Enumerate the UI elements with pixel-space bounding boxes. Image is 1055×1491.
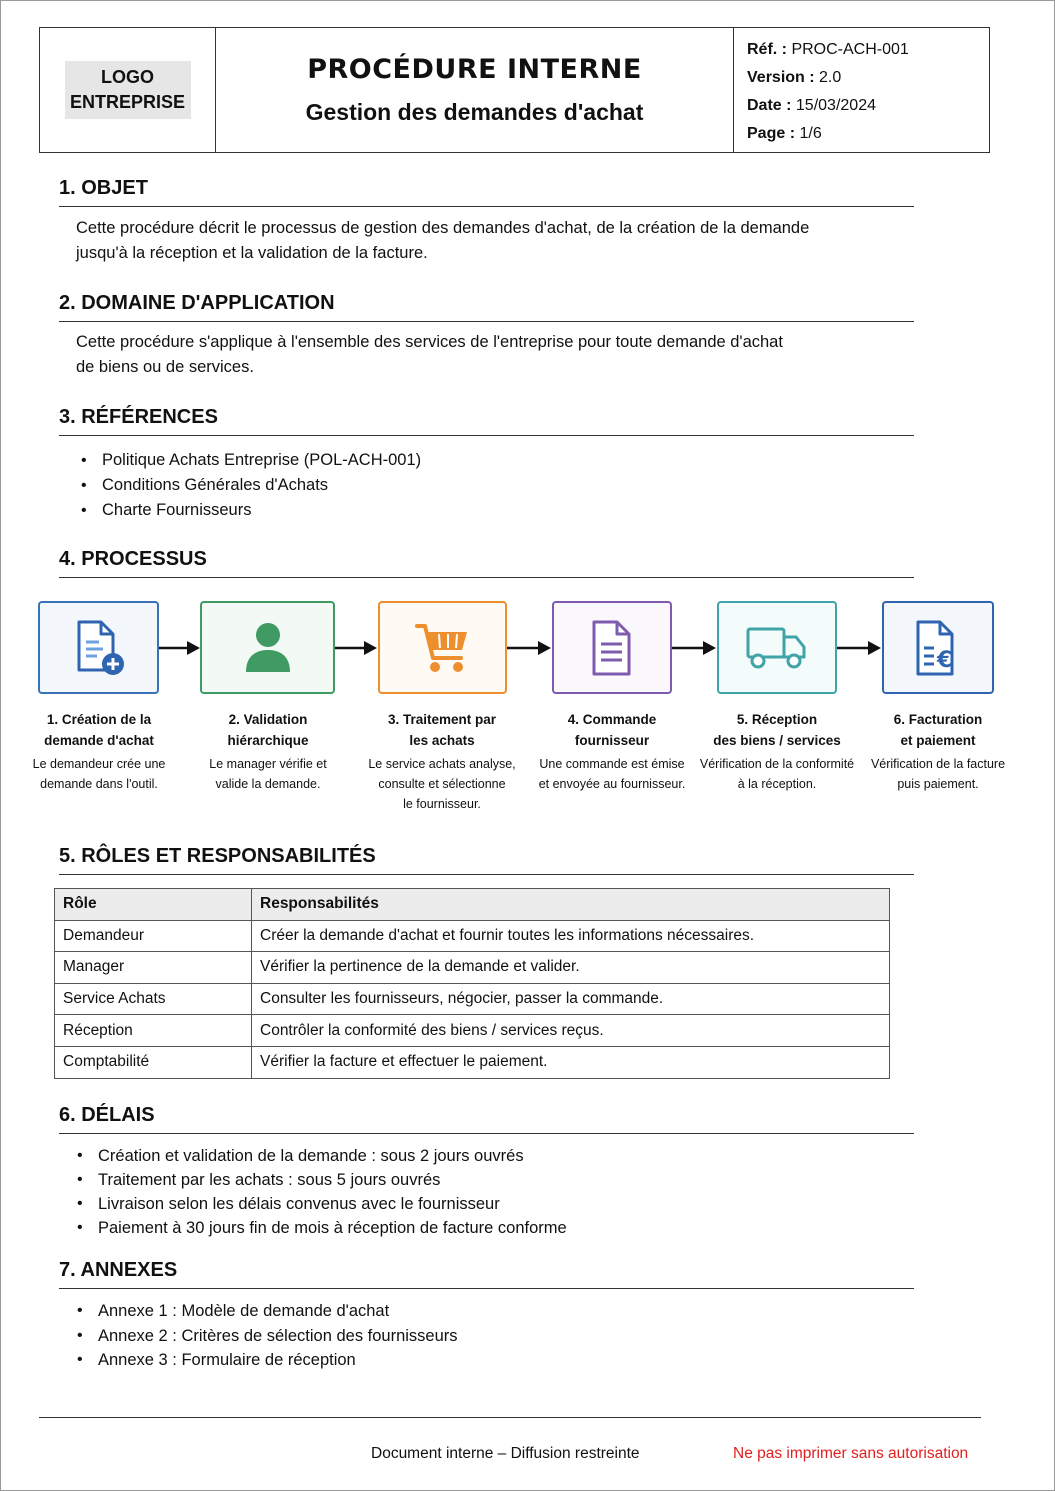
invoice-euro-icon (912, 618, 964, 678)
list-item: • Annexe 3 : Formulaire de réception (74, 1348, 458, 1373)
table-cell: Consulter les fournisseurs, négocier, passer la commande. (252, 983, 890, 1015)
meta-page (747, 120, 989, 148)
step-2-title (183, 709, 353, 751)
step-6-box (882, 601, 994, 694)
table-cell: Vérifier la pertinence de la demande et valider. (252, 952, 890, 984)
table-row (55, 983, 890, 1015)
references-list (78, 448, 421, 523)
delais-list (74, 1144, 567, 1240)
logo-cell (40, 28, 216, 152)
list-item: • Annexe 2 : Critères de sélection des fournisseurs (74, 1324, 458, 1349)
step-2-title-line-1: 2. Validation (228, 712, 308, 727)
column-header-responsabilites: Responsabilités (252, 889, 890, 921)
meta-page-label: Page : (747, 125, 796, 142)
step-3-title (357, 709, 527, 751)
list-item: • Annexe 1 : Modèle de demande d'achat (74, 1299, 458, 1324)
step-6-title-line-1: 6. Facturation (893, 712, 983, 727)
step-1-desc-line-2: demande dans l'outil. (40, 777, 158, 791)
meta-page-value: 1/6 (799, 125, 822, 142)
table-cell: Vérifier la facture et effectuer le paiement. (252, 1046, 890, 1078)
step-3-title-line-2: les achats (409, 733, 475, 748)
step-2-desc-line-1: Le manager vérifie et (209, 757, 327, 771)
document-add-icon (71, 618, 127, 678)
meta-ref-label: Réf. : (747, 41, 787, 58)
meta-ref (747, 36, 989, 64)
footer-confidentiality: Document interne – Diffusion restreinte (371, 1445, 640, 1462)
column-header-role: Rôle (55, 889, 252, 921)
list-item: • Livraison selon les délais convenus avec le fournisseur (74, 1192, 567, 1216)
arrow-right-icon (672, 638, 717, 658)
meta-date (747, 92, 989, 120)
list-item: • Traitement par les achats : sous 5 jours ouvrés (74, 1168, 567, 1192)
step-3-box (378, 601, 507, 694)
step-6-description (853, 754, 1023, 794)
step-6-title-line-2: et paiement (900, 733, 976, 748)
step-6-desc-line-2: puis paiement. (897, 777, 979, 791)
step-4-description (527, 754, 697, 794)
objet-line-1: Cette procédure décrit le processus de gestion des demandes d'achat, de la création de la demande (76, 219, 810, 237)
table-header-row (55, 889, 890, 921)
step-3-description (357, 754, 527, 814)
domaine-line-1: Cette procédure s'applique à l'ensemble des services de l'entreprise pour toute demande d'achat (76, 333, 783, 351)
step-2-desc-line-2: valide la demande. (215, 777, 321, 791)
title-cell (216, 28, 734, 152)
step-4-title-line-2: fournisseur (574, 733, 650, 748)
meta-date-label: Date : (747, 97, 792, 114)
arrow-right-icon (837, 638, 882, 658)
step-4-title (527, 709, 697, 751)
meta-version-label: Version : (747, 69, 815, 86)
section-title-objet: 1. OBJET (59, 177, 914, 207)
meta-version (747, 64, 989, 92)
step-3-desc-line-1: Le service achats analyse, (368, 757, 516, 771)
table-cell: Manager (55, 952, 252, 984)
step-5-box (717, 601, 837, 694)
table-row (55, 1015, 890, 1047)
table-cell: Contrôler la conformité des biens / services reçus. (252, 1015, 890, 1047)
step-4-desc-line-2: et envoyée au fournisseur. (538, 777, 686, 791)
step-2-description (183, 754, 353, 794)
arrow-right-icon (335, 638, 378, 658)
section-title-annexes: 7. ANNEXES (59, 1259, 914, 1289)
arrow-right-icon (159, 638, 201, 658)
table-row (55, 952, 890, 984)
table-cell: Créer la demande d'achat et fournir toutes les informations nécessaires. (252, 920, 890, 952)
step-1-title (14, 709, 184, 751)
table-row (55, 1046, 890, 1078)
section-title-roles: 5. RÔLES ET RESPONSABILITÉS (59, 845, 914, 875)
section-title-references: 3. RÉFÉRENCES (59, 406, 914, 436)
arrow-right-icon (507, 638, 552, 658)
objet-line-2: jusqu'à la réception et la validation de la facture. (76, 244, 428, 262)
step-1-description (14, 754, 184, 794)
list-item: • Paiement à 30 jours fin de mois à réception de facture conforme (74, 1216, 567, 1240)
section-title-delais: 6. DÉLAIS (59, 1104, 914, 1134)
step-4-title-line-1: 4. Commande (567, 712, 657, 727)
document-title: PROCÉDURE INTERNE (307, 54, 642, 85)
step-5-title-line-2: des biens / services (713, 733, 841, 748)
domaine-line-2: de biens ou de services. (76, 358, 254, 376)
user-icon (240, 618, 296, 678)
list-item: • Charte Fournisseurs (78, 498, 421, 523)
table-cell: Comptabilité (55, 1046, 252, 1078)
step-3-desc-line-2: consulte et sélectionne (378, 777, 506, 791)
company-logo: LOGO ENTREPRISE (65, 61, 191, 119)
document-icon (587, 618, 637, 678)
step-1-box (38, 601, 159, 694)
step-3-title-line-1: 3. Traitement par (387, 712, 497, 727)
table-cell: Réception (55, 1015, 252, 1047)
table-row (55, 920, 890, 952)
list-item: • Politique Achats Entreprise (POL-ACH-001) (78, 448, 421, 473)
list-item: • Création et validation de la demande : sous 2 jours ouvrés (74, 1144, 567, 1168)
meta-version-value: 2.0 (819, 69, 842, 86)
step-1-desc-line-1: Le demandeur crée une (32, 757, 166, 771)
objet-text (76, 216, 876, 266)
truck-icon (744, 623, 810, 673)
step-4-desc-line-1: Une commande est émise (539, 757, 685, 771)
meta-ref-value: PROC-ACH-001 (791, 41, 909, 58)
step-1-title-line-1: 1. Création de la (46, 712, 152, 727)
step-2-title-line-2: hiérarchique (227, 733, 309, 748)
step-4-box (552, 601, 672, 694)
document-header (39, 27, 990, 153)
meta-date-value: 15/03/2024 (795, 97, 876, 114)
shopping-cart-icon (413, 618, 473, 678)
step-5-desc-line-2: à la réception. (737, 777, 817, 791)
section-title-processus: 4. PROCESSUS (59, 548, 914, 578)
table-cell: Service Achats (55, 983, 252, 1015)
step-5-title-line-1: 5. Réception (736, 712, 818, 727)
footer-divider (39, 1417, 981, 1418)
step-5-title (692, 709, 862, 751)
domaine-text (76, 330, 876, 380)
document-subtitle: Gestion des demandes d'achat (305, 99, 644, 125)
step-5-desc-line-1: Vérification de la conformité (699, 757, 855, 771)
step-5-description (692, 754, 862, 794)
svg-text:€: € (937, 647, 953, 673)
step-2-box (200, 601, 335, 694)
document-metadata (734, 28, 989, 152)
table-cell: Demandeur (55, 920, 252, 952)
annexes-list (74, 1299, 458, 1373)
roles-table (54, 888, 890, 1079)
step-3-desc-line-3: le fournisseur. (403, 797, 481, 811)
footer-print-warning: Ne pas imprimer sans autorisation (733, 1445, 969, 1462)
step-6-desc-line-1: Vérification de la facture (870, 757, 1006, 771)
step-1-title-line-2: demande d'achat (44, 733, 154, 748)
step-6-title (853, 709, 1023, 751)
section-title-domaine: 2. DOMAINE D'APPLICATION (59, 292, 914, 322)
list-item: • Conditions Générales d'Achats (78, 473, 421, 498)
